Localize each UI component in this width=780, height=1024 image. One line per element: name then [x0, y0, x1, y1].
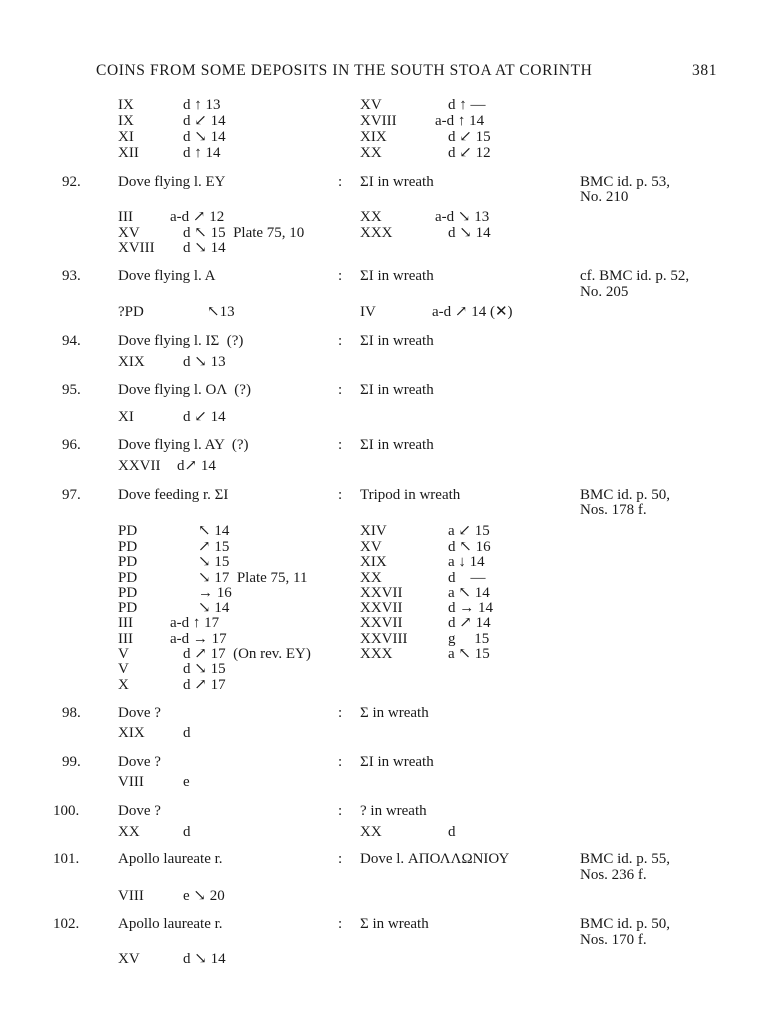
catalogue-line: BMC id. p. 53,: [580, 174, 671, 190]
catalogue-line: ? in wreath: [360, 803, 427, 819]
catalogue-line: XI: [118, 409, 134, 425]
catalogue-line: :: [338, 754, 343, 770]
catalogue-line: d ↖ 15 Plate 75, 10: [183, 225, 305, 241]
catalogue-line: XXX: [360, 225, 393, 241]
catalogue-line: 92.: [62, 174, 81, 190]
catalogue-line: d↗ 14: [177, 458, 216, 474]
catalogue-line: :: [338, 487, 343, 503]
catalogue-line: d ↑ 13: [183, 97, 221, 113]
catalogue-line: PD: [118, 539, 138, 555]
catalogue-line: a ↖ 15: [448, 646, 490, 662]
catalogue-line: XXVII: [360, 615, 403, 631]
catalogue-line: ↖13: [207, 304, 235, 320]
catalogue-line: e: [183, 774, 190, 790]
catalogue-line: d ↘ 15: [183, 661, 226, 677]
catalogue-line: d ↘ 13: [183, 354, 226, 370]
catalogue-line: Dove flying l. AY (?): [118, 437, 249, 453]
running-header: COINS FROM SOME DEPOSITS IN THE SOUTH STOA AT CORINTH: [96, 62, 593, 79]
catalogue-line: XIX: [118, 725, 145, 741]
catalogue-line: Apollo laureate r.: [118, 916, 223, 932]
catalogue-line: 100.: [53, 803, 80, 819]
catalogue-line: Dove ?: [118, 705, 161, 721]
catalogue-line: XXVII: [118, 458, 161, 474]
catalogue-line: Dove l. ΑΠΟΛΛΩΝΙΟΥ: [360, 851, 510, 867]
catalogue-line: d ↖ 16: [448, 539, 491, 555]
catalogue-line: XIX: [360, 129, 387, 145]
catalogue-line: d ↘ 14: [183, 129, 226, 145]
catalogue-line: ↗ 15: [198, 539, 230, 555]
catalogue-line: d ↙ 14: [183, 113, 226, 129]
catalogue-line: XIX: [118, 354, 145, 370]
catalogue-line: XVIII: [118, 240, 155, 256]
catalogue-line: 102.: [53, 916, 80, 932]
catalogue-line: XV: [118, 951, 140, 967]
catalogue-line: XV: [360, 97, 382, 113]
catalogue-line: Tripod in wreath: [360, 487, 461, 503]
catalogue-line: ΣI in wreath: [360, 333, 434, 349]
page-number: 381: [692, 62, 718, 79]
catalogue-line: d ↘ 14: [183, 240, 226, 256]
catalogue-line: XII: [118, 145, 139, 161]
catalogue-line: Σ in wreath: [360, 705, 429, 721]
catalogue-line: a-d ↘ 13: [435, 209, 490, 225]
catalogue-line: BMC id. p. 50,: [580, 916, 671, 932]
catalogue-line: Dove flying l. A: [118, 268, 216, 284]
catalogue-line: Nos. 236 f.: [580, 867, 647, 883]
catalogue-line: 97.: [62, 487, 81, 503]
catalogue-line: a-d ↗ 14 (✕): [432, 304, 513, 320]
catalogue-line: V: [118, 646, 129, 662]
catalogue-line: VIII: [118, 774, 144, 790]
catalogue-line: d —: [448, 570, 486, 586]
catalogue-line: Dove flying l. OΛ (?): [118, 382, 251, 398]
catalogue-line: e ↘ 20: [183, 888, 225, 904]
catalogue-line: ΣI in wreath: [360, 174, 434, 190]
catalogue-line: ΣI in wreath: [360, 382, 434, 398]
catalogue-line: XXVIII: [360, 631, 408, 647]
catalogue-line: No. 210: [580, 189, 629, 205]
catalogue-line: d → 14: [448, 600, 493, 616]
catalogue-line: XI: [118, 129, 134, 145]
catalogue-line: XIX: [360, 554, 387, 570]
catalogue-line: d: [183, 725, 191, 741]
catalogue-line: a-d → 17: [170, 631, 227, 647]
catalogue-line: XXVII: [360, 600, 403, 616]
catalogue-line: XXVII: [360, 585, 403, 601]
catalogue-line: d ↘ 14: [448, 225, 491, 241]
catalogue-line: :: [338, 705, 343, 721]
catalogue-line: g 15: [448, 631, 490, 647]
catalogue-line: PD: [118, 600, 138, 616]
catalogue-line: XX: [360, 145, 382, 161]
catalogue-line: Nos. 178 f.: [580, 502, 647, 518]
catalogue-line: 96.: [62, 437, 81, 453]
catalogue-line: PD: [118, 523, 138, 539]
catalogue-line: a-d ↑ 17: [170, 615, 220, 631]
catalogue-line: a-d ↑ 14: [435, 113, 485, 129]
catalogue-line: ↘ 15: [198, 554, 230, 570]
catalogue-line: IX: [118, 97, 134, 113]
catalogue-line: Dove ?: [118, 803, 161, 819]
catalogue-line: PD: [118, 570, 138, 586]
catalogue-line: X: [118, 677, 129, 693]
catalogue-line: IV: [360, 304, 376, 320]
catalogue-line: :: [338, 437, 343, 453]
catalogue-line: XXX: [360, 646, 393, 662]
catalogue-line: XX: [360, 209, 382, 225]
catalogue-line: BMC id. p. 50,: [580, 487, 671, 503]
catalogue-line: PD: [118, 554, 138, 570]
catalogue-line: ΣI in wreath: [360, 754, 434, 770]
catalogue-line: Σ in wreath: [360, 916, 429, 932]
catalogue-line: XV: [360, 539, 382, 555]
catalogue-line: V: [118, 661, 129, 677]
catalogue-line: 101.: [53, 851, 80, 867]
catalogue-line: Dove flying l. EY: [118, 174, 226, 190]
catalogue-line: :: [338, 382, 343, 398]
catalogue-line: ?PD: [118, 304, 144, 320]
catalogue-line: No. 205: [580, 284, 629, 300]
catalogue-line: III: [118, 209, 133, 225]
catalogue-line: :: [338, 333, 343, 349]
catalogue-line: XX: [118, 824, 140, 840]
catalogue-line: ΣI in wreath: [360, 268, 434, 284]
catalogue-line: VIII: [118, 888, 144, 904]
catalogue-line: d ↙ 15: [448, 129, 491, 145]
catalogue-line: ↘ 17 Plate 75, 11: [198, 570, 308, 586]
catalogue-line: 95.: [62, 382, 81, 398]
catalogue-line: XVIII: [360, 113, 397, 129]
catalogue-line: :: [338, 268, 343, 284]
catalogue-line: :: [338, 803, 343, 819]
catalogue-line: cf. BMC id. p. 52,: [580, 268, 690, 284]
catalogue-line: a-d ↗ 12: [170, 209, 225, 225]
catalogue-line: a ↖ 14: [448, 585, 490, 601]
catalogue-line: d ↙ 12: [448, 145, 491, 161]
catalogue-line: d ↗ 17: [183, 677, 226, 693]
catalogue-line: Dove feeding r. ΣI: [118, 487, 229, 503]
catalogue-line: 98.: [62, 705, 81, 721]
catalogue-line: IX: [118, 113, 134, 129]
catalogue-line: PD: [118, 585, 138, 601]
catalogue-line: XX: [360, 570, 382, 586]
catalogue-line: 99.: [62, 754, 81, 770]
catalogue-line: 94.: [62, 333, 81, 349]
catalogue-line: :: [338, 174, 343, 190]
catalogue-line: Nos. 170 f.: [580, 932, 647, 948]
catalogue-line: Dove flying l. IΣ (?): [118, 333, 244, 349]
catalogue-line: d: [448, 824, 456, 840]
catalogue-line: d ↑ —: [448, 97, 486, 113]
catalogue-line: 93.: [62, 268, 81, 284]
catalogue-line: BMC id. p. 55,: [580, 851, 671, 867]
catalogue-line: d ↗ 14: [448, 615, 491, 631]
catalogue-line: d ↘ 14: [183, 951, 226, 967]
catalogue-line: d ↙ 14: [183, 409, 226, 425]
catalogue-line: a ↙ 15: [448, 523, 490, 539]
catalogue-line: :: [338, 851, 343, 867]
catalogue-line: XX: [360, 824, 382, 840]
catalogue-line: d ↑ 14: [183, 145, 221, 161]
catalogue-line: d: [183, 824, 191, 840]
catalogue-line: :: [338, 916, 343, 932]
catalogue-line: Apollo laureate r.: [118, 851, 223, 867]
catalogue-line: ΣI in wreath: [360, 437, 434, 453]
catalogue-line: III: [118, 615, 133, 631]
catalogue-line: d ↗ 17 (On rev. EY): [183, 646, 311, 662]
catalogue-line: ↖ 14: [198, 523, 230, 539]
catalogue-line: ↘ 14: [198, 600, 230, 616]
catalogue-line: Dove ?: [118, 754, 161, 770]
catalogue-line: III: [118, 631, 133, 647]
catalogue-line: a ↓ 14: [448, 554, 485, 570]
catalogue-line: XIV: [360, 523, 387, 539]
catalogue-line: XV: [118, 225, 140, 241]
catalogue-line: → 16: [198, 585, 232, 601]
